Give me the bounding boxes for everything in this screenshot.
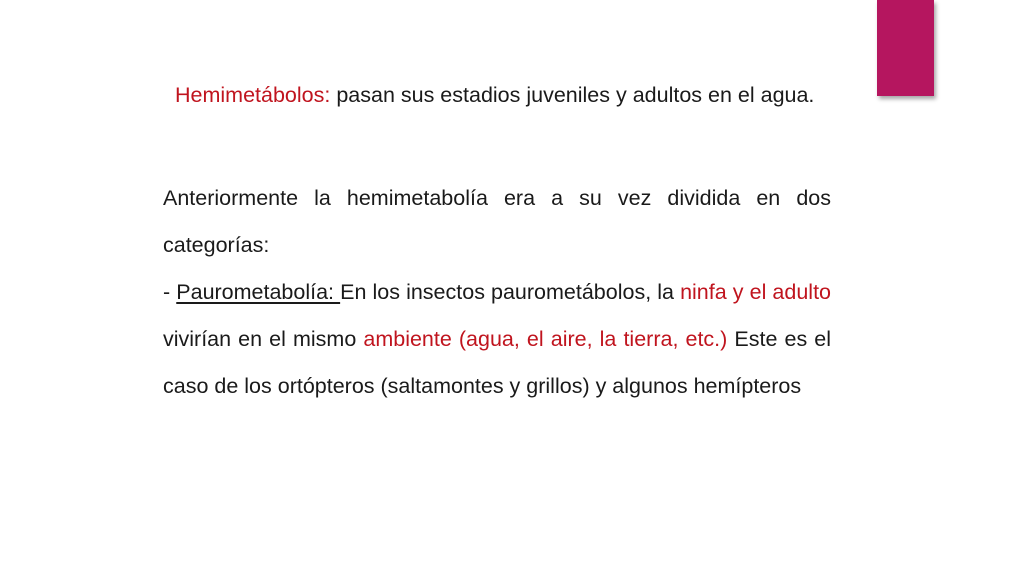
hemimetabolos-text: pasan sus estadios juveniles y adultos en el agua.: [330, 83, 815, 107]
ambiente-highlight: ambiente (agua, el aire, la tierra, etc.): [363, 327, 728, 351]
paurometabolia-text-a: En los insectos paurometábolos, la: [340, 280, 681, 304]
intro-text: Anteriormente la hemimetabolía era a su vez dividida en dos categorías:: [163, 186, 831, 257]
ninfa-adulto-highlight: ninfa y el adulto: [680, 280, 832, 304]
paurometabolia-text-b: vivirían en el mismo: [163, 327, 364, 351]
hemimetabolos-term: Hemimetábolos:: [175, 83, 331, 107]
paurometabolia-paragraph: [163, 175, 831, 410]
bullet-dash: -: [163, 280, 171, 304]
hemimetabolos-paragraph: [175, 72, 837, 119]
accent-bar: [877, 0, 934, 96]
paurometabolia-text-c: Este es el caso de los ortópteros (saltamontes y grillos) y algunos hemípteros: [163, 327, 832, 398]
paurometabolia-term: Paurometabolía:: [176, 280, 341, 304]
